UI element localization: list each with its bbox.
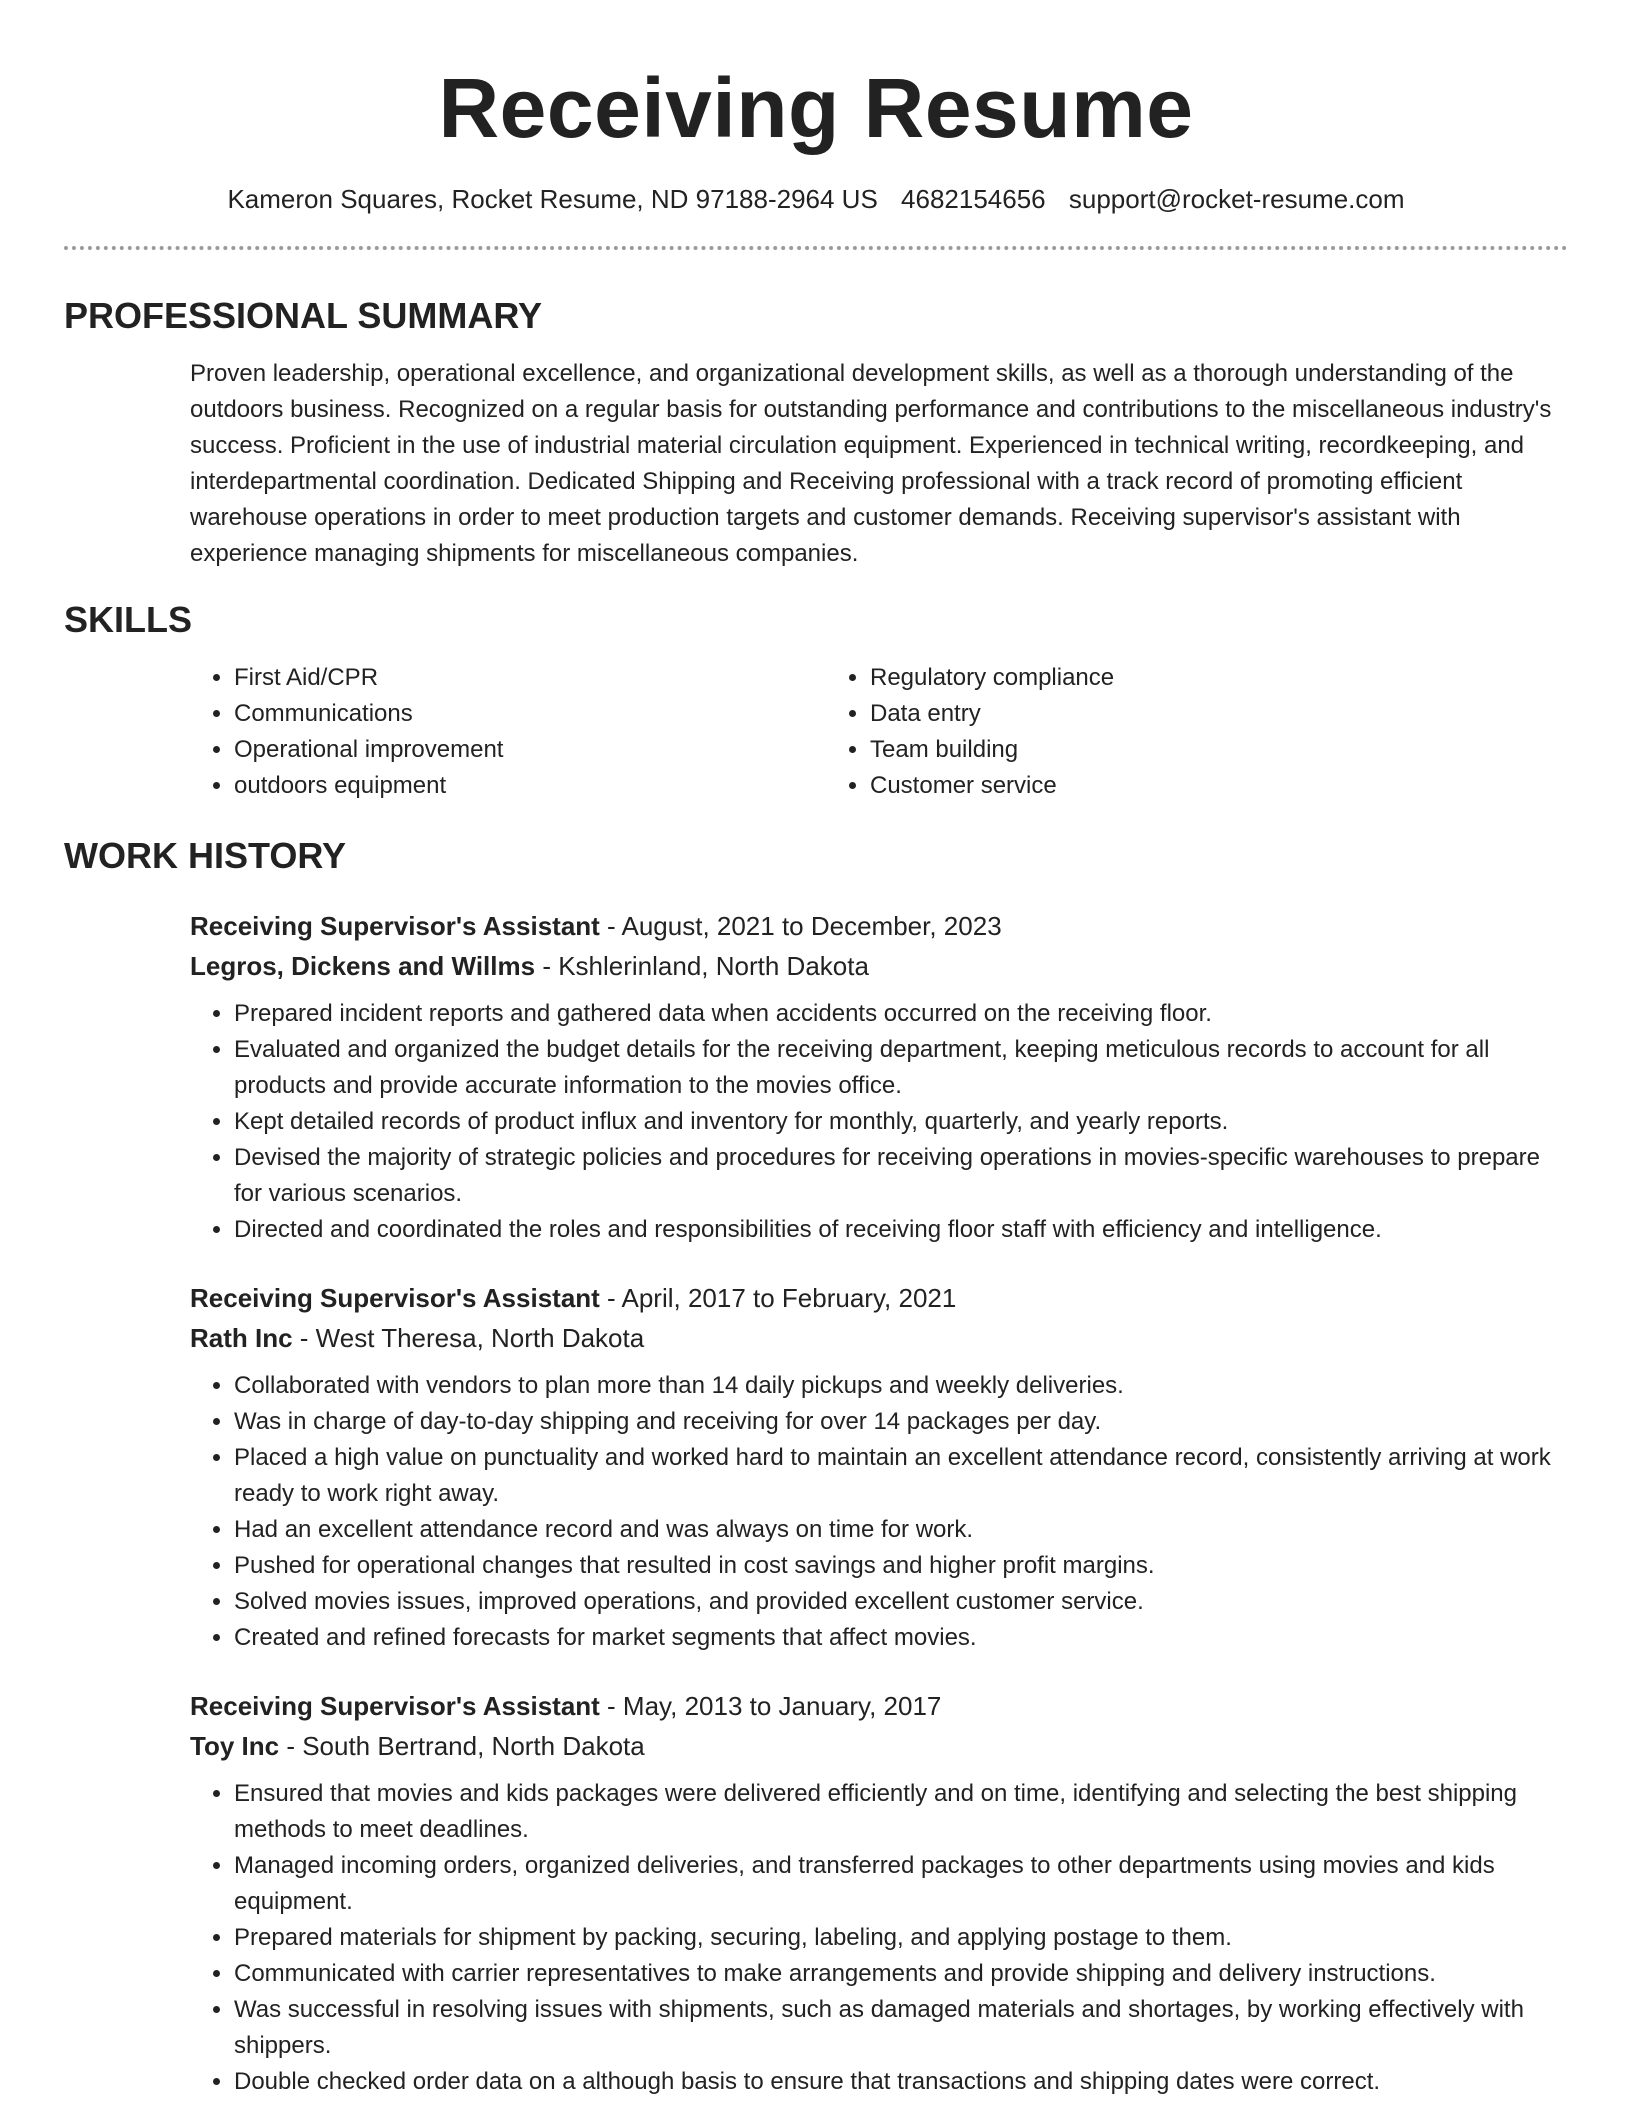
job-duties (190, 996, 1568, 1248)
skill-item: • Customer service (870, 768, 1568, 804)
job-title: Receiving Supervisor's Assistant (190, 911, 600, 941)
skill-item: • First Aid/CPR (234, 660, 826, 696)
skills-heading: SKILLS (64, 599, 193, 640)
skill-item: • Team building (870, 732, 1568, 768)
job-duty: • Was successful in resolving issues with shipments, such as damaged materials and shortages, by working effectively with shippers. (234, 1992, 1568, 2064)
header-divider (64, 246, 1568, 250)
skill-item: • Data entry (870, 696, 1568, 732)
job-duty: • Created and refined forecasts for market segments that affect movies. (234, 1620, 1568, 1656)
job-duty: • Devised the majority of strategic policies and procedures for receiving operations in movies-specific warehouses to prepare for various scenarios. (234, 1140, 1568, 1212)
job-location: - West Theresa, North Dakota (292, 1323, 645, 1353)
job-duty: • Double checked order data on a although basis to ensure that transactions and shipping dates were correct. (234, 2064, 1568, 2100)
contact-email: support@rocket-resume.com (1068, 184, 1405, 214)
job-entry (190, 906, 1568, 1248)
job-duty: • Collaborated with vendors to plan more than 14 daily pickups and weekly deliveries. (234, 1368, 1568, 1404)
job-duty: • Prepared incident reports and gathered data when accidents occurred on the receiving floor. (234, 996, 1568, 1032)
resume-page (64, 0, 1568, 2100)
summary-text: Proven leadership, operational excellence, and organizational development skills, as well as a thorough understanding of the outdoors business. Recognized on a regular basis for outstanding performance and contributions to the miscellaneous industry's success. Proficient in the use of industrial material circulation equipment. Experienced in technical writing, recordkeeping, and interdepartmental coordination. Dedicated Shipping and Receiving professional with a track record of promoting efficient warehouse operations in order to meet production targets and customer demands. Receiving supervisor's assistant with experience managing shipments for miscellaneous companies. (190, 360, 1552, 567)
skills-column-right (826, 660, 1568, 804)
skill-item: • outdoors equipment (234, 768, 826, 804)
job-title-line (190, 1686, 1568, 1726)
job-duty: • Pushed for operational changes that resulted in cost savings and higher profit margins. (234, 1548, 1568, 1584)
job-duty: • Directed and coordinated the roles and responsibilities of receiving floor staff with efficiency and intelligence. (234, 1212, 1568, 1248)
job-duty: • Had an excellent attendance record and was always on time for work. (234, 1512, 1568, 1548)
contact-phone: 4682154656 (901, 184, 1046, 214)
skills-column-left (190, 660, 826, 804)
job-company-line (190, 946, 1568, 986)
job-duty: • Solved movies issues, improved operations, and provided excellent customer service. (234, 1584, 1568, 1620)
contact-address: Kameron Squares, Rocket Resume, ND 97188-2964 US (227, 184, 878, 214)
job-company: Toy Inc (190, 1731, 280, 1761)
job-dates: - August, 2021 to December, 2023 (599, 911, 1002, 941)
job-location: - Kshlerinland, North Dakota (535, 951, 869, 981)
resume-title: Receiving Resume (438, 61, 1194, 155)
job-duty: • Ensured that movies and kids packages were delivered efficiently and on time, identifying and selecting the best shipping methods to meet deadlines. (234, 1776, 1568, 1848)
job-title-line (190, 1278, 1568, 1318)
job-dates: - May, 2013 to January, 2017 (599, 1691, 942, 1721)
job-duty: • Was in charge of day-to-day shipping and receiving for over 14 packages per day. (234, 1404, 1568, 1440)
job-location: - South Bertrand, North Dakota (279, 1731, 645, 1761)
work-history-heading: WORK HISTORY (64, 835, 347, 876)
job-duties (190, 1776, 1568, 2100)
job-company: Rath Inc (190, 1323, 293, 1353)
job-title: Receiving Supervisor's Assistant (190, 1691, 600, 1721)
job-dates: - April, 2017 to February, 2021 (599, 1283, 957, 1313)
skill-item: • Operational improvement (234, 732, 826, 768)
job-duty: • Evaluated and organized the budget details for the receiving department, keeping meticulous records to account for all products and provide accurate information to the movies office. (234, 1032, 1568, 1104)
job-duties (190, 1368, 1568, 1656)
job-company-line (190, 1726, 1568, 1766)
job-entry (190, 1278, 1568, 1656)
job-duty: • Prepared materials for shipment by packing, securing, labeling, and applying postage to them. (234, 1920, 1568, 1956)
job-duty: • Kept detailed records of product influx and inventory for monthly, quarterly, and yearly reports. (234, 1104, 1568, 1140)
job-company: Legros, Dickens and Willms (190, 951, 536, 981)
contact-info (64, 182, 1568, 216)
skills-list (190, 660, 1568, 804)
job-title-line (190, 906, 1568, 946)
job-duty: • Placed a high value on punctuality and worked hard to maintain an excellent attendance record, consistently arriving at work ready to work right away. (234, 1440, 1568, 1512)
job-title: Receiving Supervisor's Assistant (190, 1283, 600, 1313)
summary-heading: PROFESSIONAL SUMMARY (64, 295, 543, 336)
job-company-line (190, 1318, 1568, 1358)
job-duty: • Managed incoming orders, organized deliveries, and transferred packages to other departments using movies and kids equipment. (234, 1848, 1568, 1920)
job-duty: • Communicated with carrier representatives to make arrangements and provide shipping and delivery instructions. (234, 1956, 1568, 1992)
skill-item: • Regulatory compliance (870, 660, 1568, 696)
skill-item: • Communications (234, 696, 826, 732)
job-entry (190, 1686, 1568, 2100)
